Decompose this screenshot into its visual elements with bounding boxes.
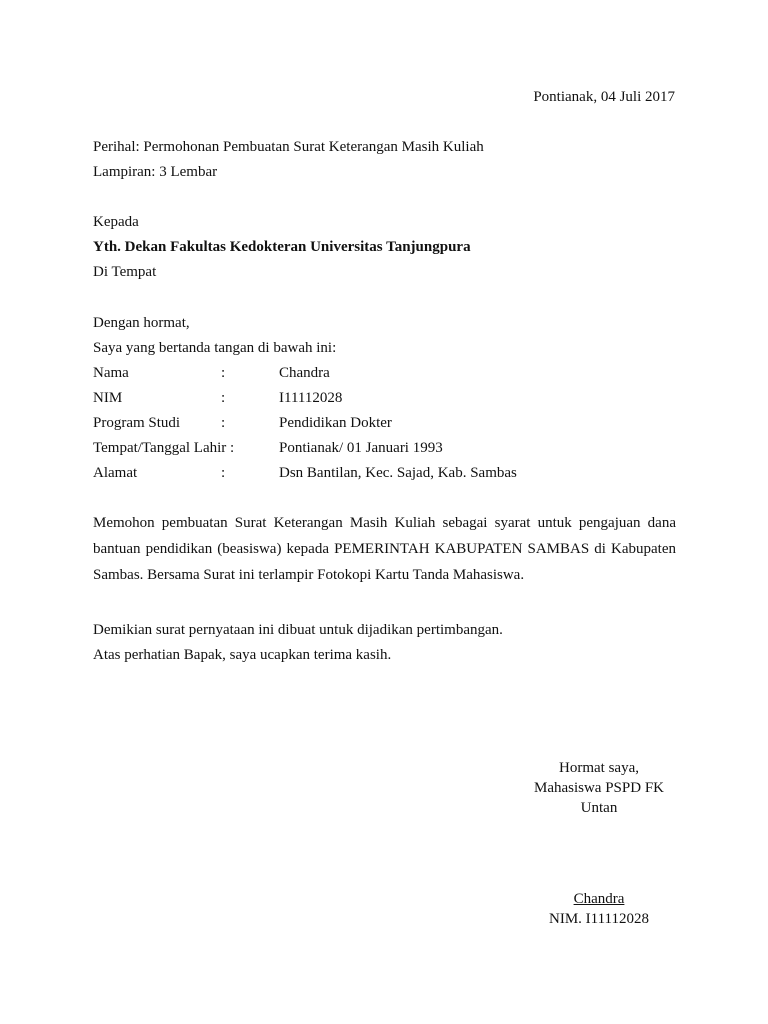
signature-nim: NIM. I11112028 <box>549 911 649 927</box>
body-paragraph: Memohon pembuatan Surat Keterangan Masih Kuliah sebagai syarat untuk pengajuan dana bantuan pendidikan (beasiswa) kepada PEMERINTAH KABUPATEN SAMBAS di Kabupaten Sambas. Bersama Surat ini terlampir Fotokopi Kartu Tanda Mahasiswa. <box>93 515 676 583</box>
identity-value-nim: I11112028 <box>279 390 343 406</box>
identity-label-address: Alamat <box>93 465 138 481</box>
identity-value-birth: Pontianak/ 01 Januari 1993 <box>279 440 443 456</box>
signature-regards: Hormat saya, <box>559 760 639 776</box>
identity-value-address: Dsn Bantilan, Kec. Sajad, Kab. Sambas <box>279 465 517 481</box>
identity-label-birth: Tempat/Tanggal Lahir : <box>93 440 235 456</box>
closing-line-1: Demikian surat pernyataan ini dibuat untuk dijadikan pertimbangan. <box>93 622 503 638</box>
identity-label-name: Nama <box>93 365 129 381</box>
identity-colon: : <box>221 415 226 431</box>
signature-role: Mahasiswa PSPD FK <box>533 780 665 796</box>
signature-name: Chandra <box>573 891 625 907</box>
identity-colon: : <box>221 465 226 481</box>
identity-colon: : <box>221 365 226 381</box>
identity-value-study-program: Pendidikan Dokter <box>279 415 392 431</box>
signature-block <box>499 758 699 818</box>
to-label: Kepada <box>93 214 139 230</box>
recipient: Yth. Dekan Fakultas Kedokteran Universitas Tanjungpura <box>93 239 471 255</box>
identity-colon: : <box>221 390 226 406</box>
letter-date: Pontianak, 04 Juli 2017 <box>533 89 675 105</box>
greeting: Dengan hormat, <box>93 315 190 331</box>
signature-institution: Untan <box>580 800 618 816</box>
recipient-place: Di Tempat <box>93 264 157 280</box>
closing-line-2: Atas perhatian Bapak, saya ucapkan terima kasih. <box>93 647 392 663</box>
identity-label-nim: NIM <box>93 390 123 406</box>
identity-value-name: Chandra <box>279 365 330 381</box>
letter-subject: Perihal: Permohonan Pembuatan Surat Keterangan Masih Kuliah <box>93 139 484 155</box>
intro-line: Saya yang bertanda tangan di bawah ini: <box>93 340 337 356</box>
identity-label-study-program: Program Studi <box>93 415 181 431</box>
letter-attachment: Lampiran: 3 Lembar <box>93 164 218 180</box>
signature-name-block <box>499 889 699 929</box>
